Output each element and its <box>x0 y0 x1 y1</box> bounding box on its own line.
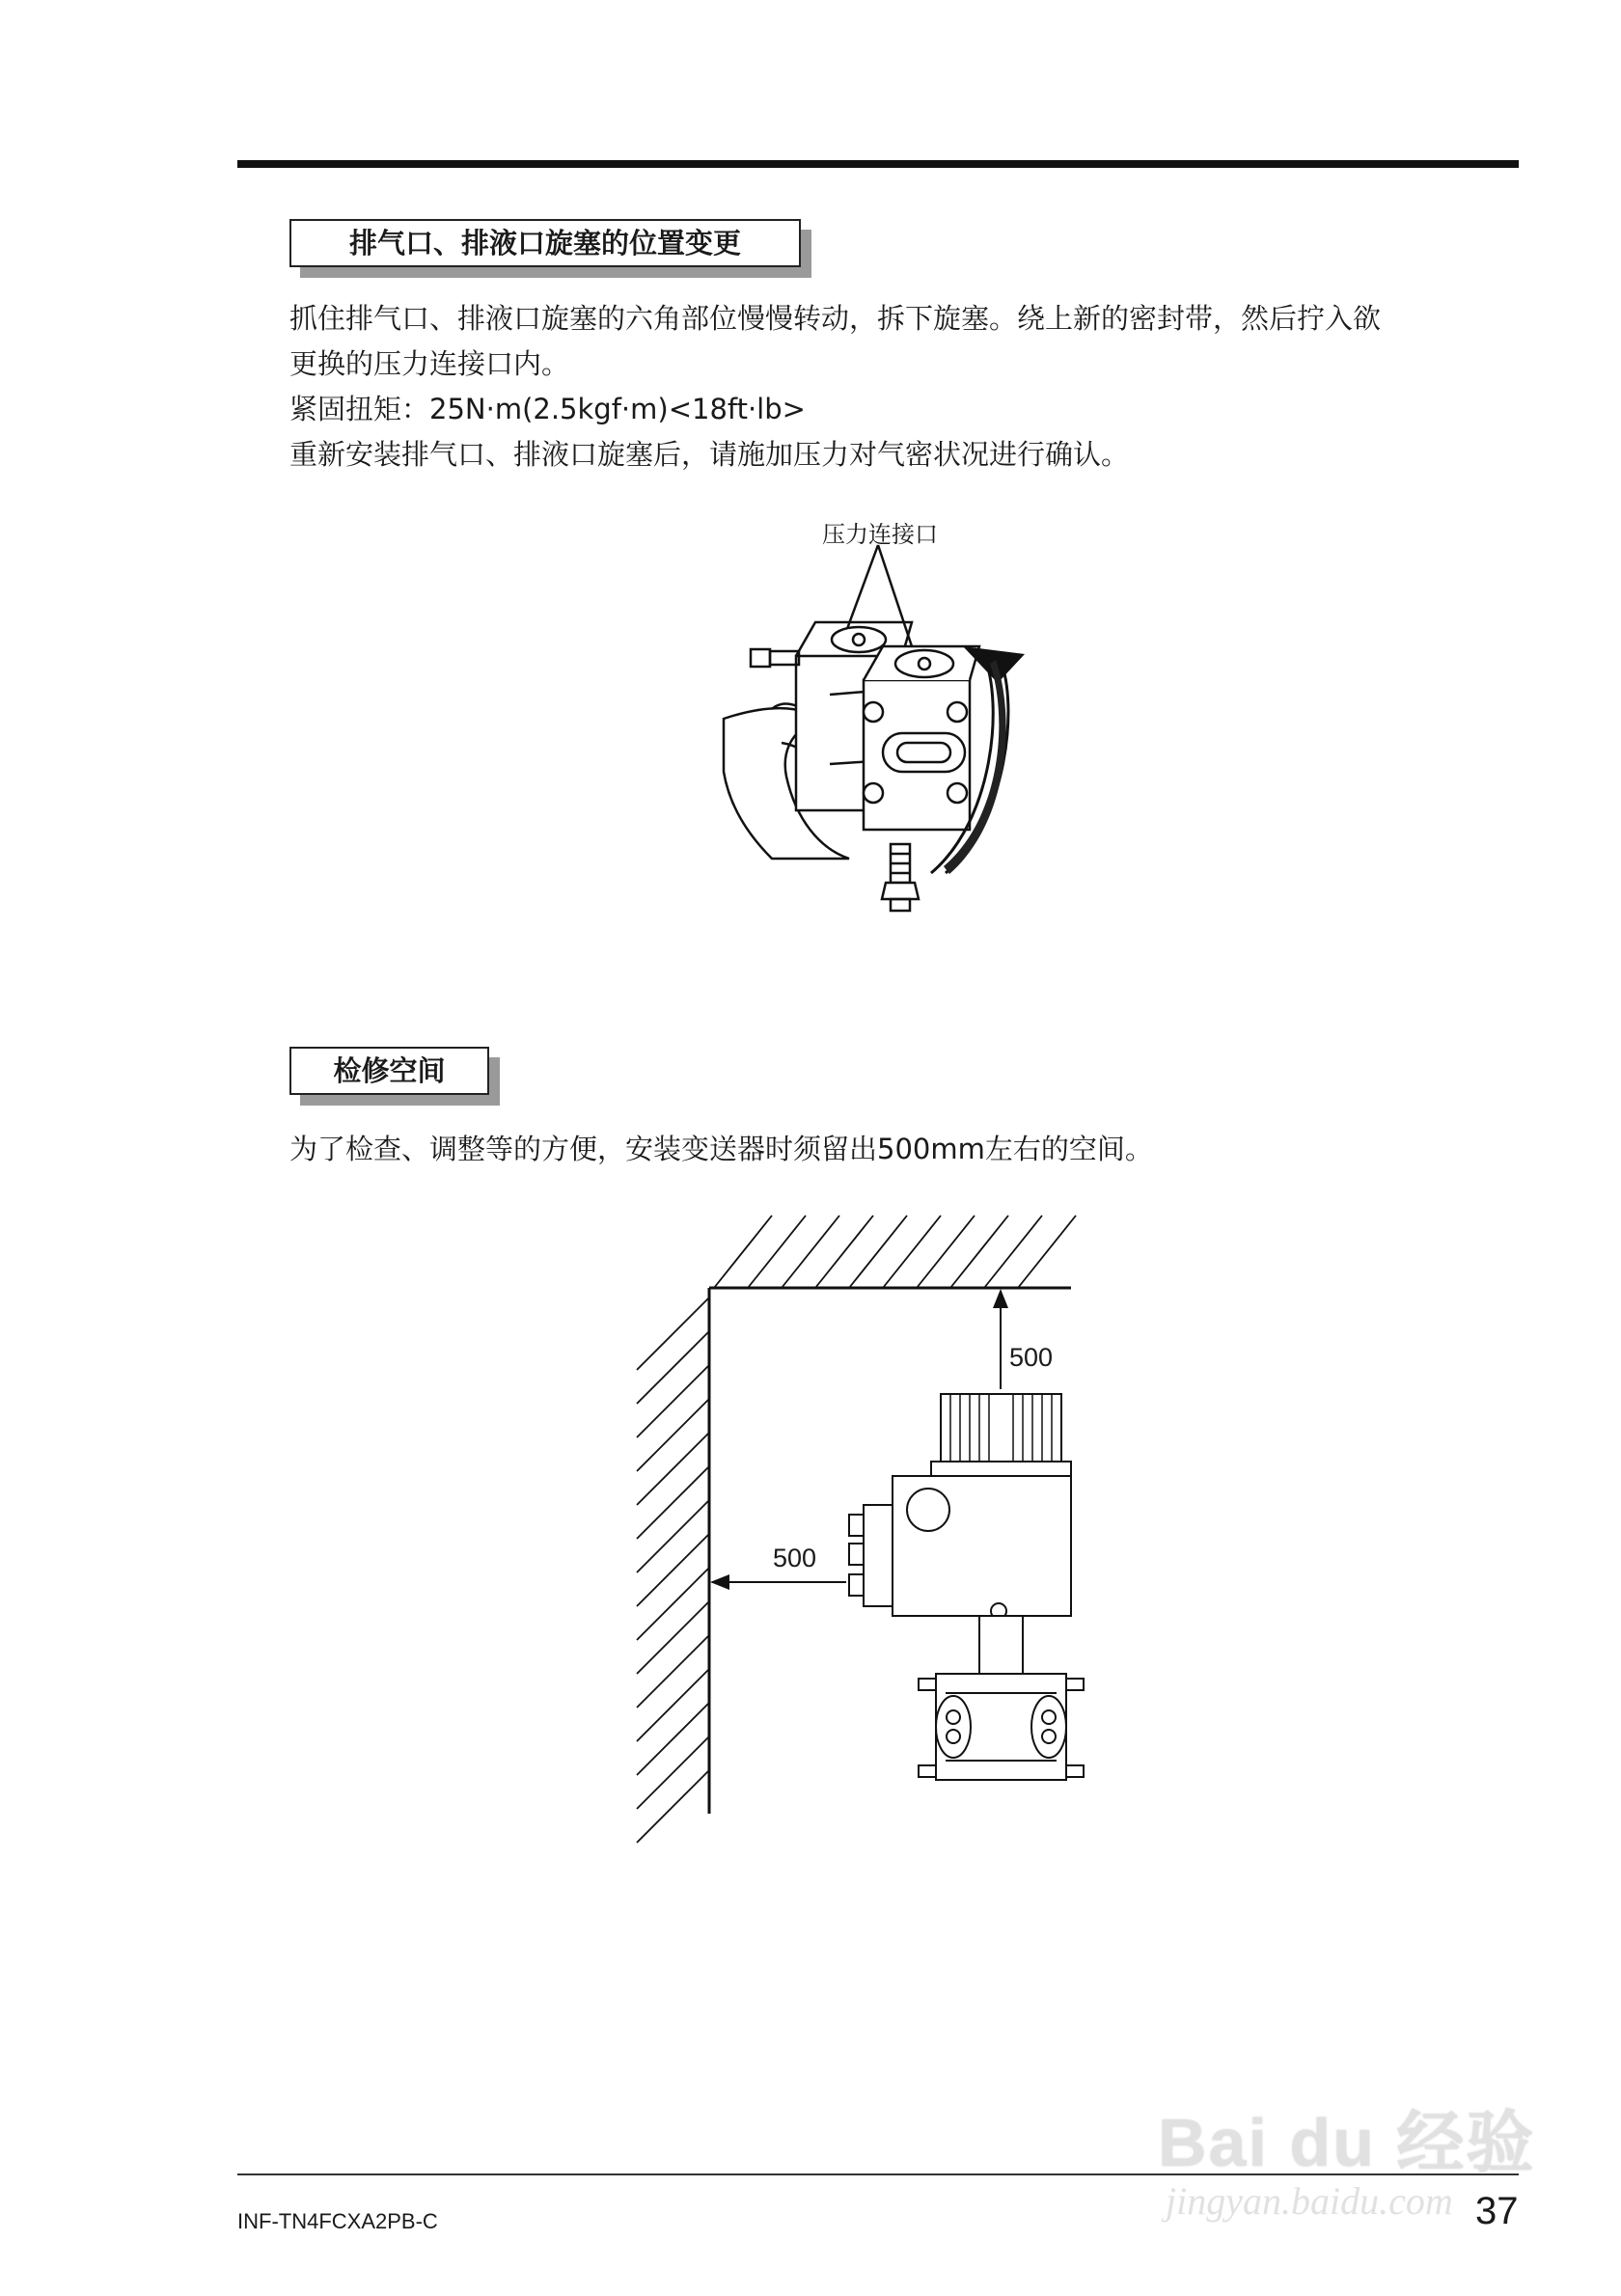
dimension-top-500: 500 <box>1009 1343 1054 1372</box>
dimension-left-500: 500 <box>773 1544 817 1572</box>
page-number: 37 <box>1475 2190 1519 2232</box>
pressure-connection-label: 压力连接口 <box>822 521 938 548</box>
section-heading-plug-position: 排气口、排液口旋塞的位置变更 <box>289 219 801 267</box>
section1-line-2: 更换的压力连接口内。 <box>289 347 570 380</box>
section1-line-1: 抓住排气口、排液口旋塞的六角部位慢慢转动，拆下旋塞。绕上新的密封带，然后拧入欲 <box>289 302 1382 335</box>
section1-body <box>289 296 1525 478</box>
section-heading-maintenance-space: 检修空间 <box>289 1047 489 1095</box>
section2-body <box>289 1127 1525 1172</box>
plug-removal-illustration <box>714 540 1042 926</box>
section2-line-1: 为了检查、调整等的方便，安装变送器时须留出500mm左右的空间。 <box>289 1133 1153 1165</box>
top-rule <box>237 160 1519 168</box>
maintenance-clearance-diagram <box>618 1196 1139 1872</box>
document-code: INF-TN4FCXA2PB-C <box>237 2209 438 2233</box>
section1-line-4: 重新安装排气口、排液口旋塞后，请施加压力对气密状况进行确认。 <box>289 438 1130 471</box>
baidu-watermark-logo: Bai du 经验 <box>1158 2105 1536 2180</box>
section1-line-3: 紧固扭矩：25N·m(2.5kgf·m)<18ft·lb> <box>289 393 806 425</box>
baidu-watermark-url: jingyan.baidu.com <box>1166 2179 1453 2223</box>
